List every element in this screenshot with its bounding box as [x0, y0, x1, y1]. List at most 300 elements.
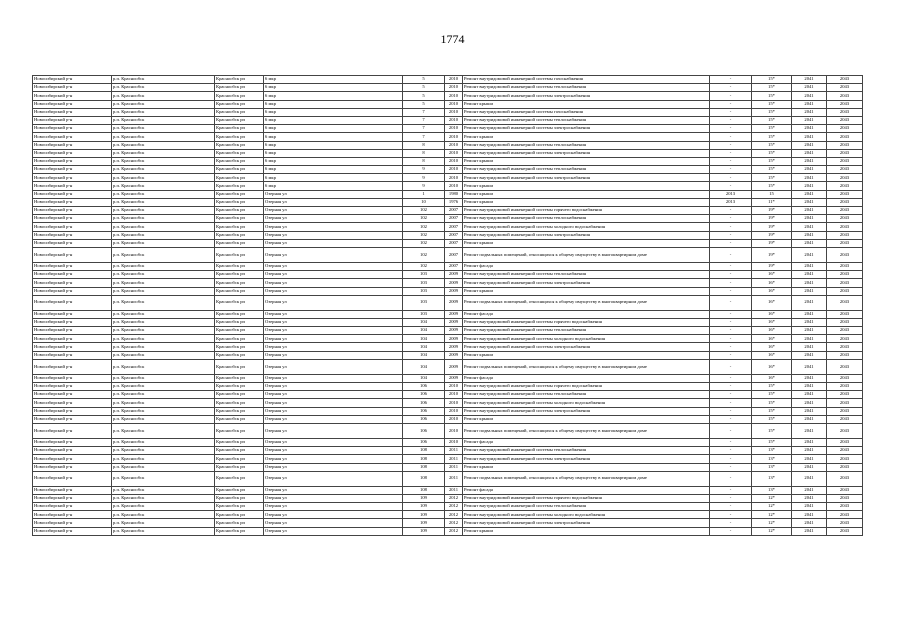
page-number: 1774 [440, 32, 465, 46]
last-repair-cell: - [710, 125, 752, 133]
district-cell: Новосибирский р-н [33, 182, 112, 190]
table-row [33, 335, 863, 343]
end-year-cell: 2043 [827, 190, 863, 198]
settlement-cell: Краснообск рп [215, 166, 264, 174]
end-year-cell: 2043 [827, 295, 863, 310]
locality-cell: р.п. Краснообск [112, 335, 215, 343]
table-row [33, 494, 863, 502]
start-year-cell: 2041 [792, 100, 827, 108]
district-cell: Новосибирский р-н [33, 271, 112, 279]
table-row [33, 92, 863, 100]
street-cell: Озерная ул [264, 519, 403, 527]
start-year-cell: 2041 [792, 116, 827, 124]
year-built-cell: 2007 [445, 215, 463, 223]
year-built-cell: 2011 [445, 486, 463, 494]
house-number-cell: 109 [403, 511, 445, 519]
settlement-cell: Краснообск рп [215, 310, 264, 318]
district-cell: Новосибирский р-н [33, 247, 112, 262]
district-cell: Новосибирский р-н [33, 207, 112, 215]
year-built-cell: 1976 [445, 198, 463, 206]
settlement-cell: Краснообск рп [215, 215, 264, 223]
work-type-cell: Ремонт фасада [463, 310, 710, 318]
house-number-cell: 102 [403, 223, 445, 231]
year-built-cell: 2010 [445, 391, 463, 399]
end-year-cell: 2043 [827, 125, 863, 133]
year-built-cell: 2010 [445, 133, 463, 141]
year-built-cell: 2012 [445, 503, 463, 511]
last-repair-cell: - [710, 463, 752, 471]
end-year-cell: 2043 [827, 455, 863, 463]
district-cell: Новосибирский р-н [33, 92, 112, 100]
locality-cell: р.п. Краснообск [112, 447, 215, 455]
end-year-cell: 2043 [827, 92, 863, 100]
last-repair-cell: - [710, 527, 752, 535]
end-year-cell: 2043 [827, 438, 863, 446]
district-cell: Новосибирский р-н [33, 108, 112, 116]
work-type-cell: Ремонт подвальных помещений, относящихся к общему имуществу в многоквартирном доме [463, 295, 710, 310]
end-year-cell: 2043 [827, 287, 863, 295]
year-built-cell: 2011 [445, 463, 463, 471]
last-repair-cell: - [710, 327, 752, 335]
year-built-cell: 2007 [445, 223, 463, 231]
settlement-cell: Краснообск рп [215, 133, 264, 141]
last-repair-cell: - [710, 295, 752, 310]
table-row [33, 166, 863, 174]
table-row [33, 247, 863, 262]
district-cell: Новосибирский р-н [33, 116, 112, 124]
work-type-cell: Ремонт внутридомовой инженерной системы теплоснабжения [463, 447, 710, 455]
period-cell: 15* [752, 100, 792, 108]
start-year-cell: 2041 [792, 447, 827, 455]
start-year-cell: 2041 [792, 295, 827, 310]
street-cell: Озерная ул [264, 399, 403, 407]
street-cell: 6 мкр [264, 84, 403, 92]
locality-cell: р.п. Краснообск [112, 149, 215, 157]
last-repair-cell: - [710, 399, 752, 407]
end-year-cell: 2043 [827, 343, 863, 351]
year-built-cell: 2010 [445, 383, 463, 391]
end-year-cell: 2043 [827, 166, 863, 174]
period-cell: 15* [752, 133, 792, 141]
locality-cell: р.п. Краснообск [112, 511, 215, 519]
year-built-cell: 2009 [445, 335, 463, 343]
period-cell: 15* [752, 166, 792, 174]
house-number-cell: 102 [403, 239, 445, 247]
year-built-cell: 2010 [445, 423, 463, 438]
year-built-cell: 2010 [445, 407, 463, 415]
settlement-cell: Краснообск рп [215, 511, 264, 519]
locality-cell: р.п. Краснообск [112, 471, 215, 486]
house-number-cell: 10 [403, 198, 445, 206]
locality-cell: р.п. Краснообск [112, 343, 215, 351]
district-cell: Новосибирский р-н [33, 503, 112, 511]
locality-cell: р.п. Краснообск [112, 239, 215, 247]
table-row [33, 519, 863, 527]
house-number-cell: 102 [403, 207, 445, 215]
district-cell: Новосибирский р-н [33, 84, 112, 92]
settlement-cell: Краснообск рп [215, 108, 264, 116]
locality-cell: р.п. Краснообск [112, 318, 215, 326]
start-year-cell: 2041 [792, 383, 827, 391]
year-built-cell: 2012 [445, 519, 463, 527]
locality-cell: р.п. Краснообск [112, 271, 215, 279]
work-type-cell: Ремонт крыши [463, 182, 710, 190]
start-year-cell: 2041 [792, 438, 827, 446]
locality-cell: р.п. Краснообск [112, 327, 215, 335]
house-number-cell: 9 [403, 182, 445, 190]
table-row [33, 198, 863, 206]
street-cell: Озерная ул [264, 335, 403, 343]
end-year-cell: 2043 [827, 407, 863, 415]
year-built-cell: 2010 [445, 182, 463, 190]
locality-cell: р.п. Краснообск [112, 231, 215, 239]
street-cell: 6 мкр [264, 149, 403, 157]
last-repair-cell: - [710, 84, 752, 92]
year-built-cell: 2007 [445, 262, 463, 270]
table-row [33, 503, 863, 511]
period-cell: 16* [752, 335, 792, 343]
table-row [33, 447, 863, 455]
locality-cell: р.п. Краснообск [112, 125, 215, 133]
district-cell: Новосибирский р-н [33, 391, 112, 399]
table-row [33, 76, 863, 84]
last-repair-cell: - [710, 447, 752, 455]
year-built-cell: 2009 [445, 271, 463, 279]
locality-cell: р.п. Краснообск [112, 247, 215, 262]
settlement-cell: Краснообск рп [215, 438, 264, 446]
house-number-cell: 109 [403, 519, 445, 527]
end-year-cell: 2043 [827, 511, 863, 519]
last-repair-cell: - [710, 391, 752, 399]
locality-cell: р.п. Краснообск [112, 351, 215, 359]
district-cell: Новосибирский р-н [33, 527, 112, 535]
district-cell: Новосибирский р-н [33, 351, 112, 359]
settlement-cell: Краснообск рп [215, 116, 264, 124]
house-number-cell: 109 [403, 527, 445, 535]
end-year-cell: 2043 [827, 262, 863, 270]
locality-cell: р.п. Краснообск [112, 503, 215, 511]
start-year-cell: 2041 [792, 527, 827, 535]
district-cell: Новосибирский р-н [33, 295, 112, 310]
period-cell: 13* [752, 455, 792, 463]
last-repair-cell: - [710, 494, 752, 502]
table-row [33, 100, 863, 108]
locality-cell: р.п. Краснообск [112, 310, 215, 318]
end-year-cell: 2043 [827, 383, 863, 391]
district-cell: Новосибирский р-н [33, 231, 112, 239]
last-repair-cell: - [710, 262, 752, 270]
street-cell: Озерная ул [264, 247, 403, 262]
district-cell: Новосибирский р-н [33, 215, 112, 223]
start-year-cell: 2041 [792, 327, 827, 335]
start-year-cell: 2041 [792, 407, 827, 415]
year-built-cell: 2012 [445, 511, 463, 519]
table-row [33, 486, 863, 494]
street-cell: Озерная ул [264, 359, 403, 374]
year-built-cell: 2009 [445, 343, 463, 351]
end-year-cell: 2043 [827, 463, 863, 471]
last-repair-cell: - [710, 519, 752, 527]
table-row [33, 239, 863, 247]
start-year-cell: 2041 [792, 182, 827, 190]
period-cell: 16* [752, 295, 792, 310]
start-year-cell: 2041 [792, 262, 827, 270]
street-cell: 6 мкр [264, 100, 403, 108]
house-number-cell: 5 [403, 84, 445, 92]
settlement-cell: Краснообск рп [215, 262, 264, 270]
work-type-cell: Ремонт внутридомовой инженерной системы теплоснабжения [463, 215, 710, 223]
table-row [33, 133, 863, 141]
last-repair-cell: - [710, 133, 752, 141]
work-type-cell: Ремонт крыши [463, 527, 710, 535]
table-row [33, 84, 863, 92]
work-type-cell: Ремонт внутридомовой инженерной системы теплоснабжения [463, 84, 710, 92]
period-cell: 16* [752, 318, 792, 326]
table-row [33, 271, 863, 279]
work-type-cell: Ремонт внутридомовой инженерной системы теплоснабжения [463, 116, 710, 124]
year-built-cell: 2010 [445, 438, 463, 446]
house-number-cell: 102 [403, 247, 445, 262]
settlement-cell: Краснообск рп [215, 84, 264, 92]
start-year-cell: 2041 [792, 149, 827, 157]
house-number-cell: 102 [403, 215, 445, 223]
table-row [33, 407, 863, 415]
street-cell: Озерная ул [264, 486, 403, 494]
end-year-cell: 2043 [827, 198, 863, 206]
locality-cell: р.п. Краснообск [112, 486, 215, 494]
end-year-cell: 2043 [827, 174, 863, 182]
year-built-cell: 2009 [445, 374, 463, 382]
start-year-cell: 2041 [792, 215, 827, 223]
year-built-cell: 2009 [445, 359, 463, 374]
year-built-cell: 2009 [445, 287, 463, 295]
period-cell: 19* [752, 262, 792, 270]
start-year-cell: 2041 [792, 503, 827, 511]
house-number-cell: 5 [403, 76, 445, 84]
settlement-cell: Краснообск рп [215, 100, 264, 108]
street-cell: Озерная ул [264, 463, 403, 471]
work-type-cell: Ремонт внутридомовой инженерной системы холодного водоснабжения [463, 399, 710, 407]
street-cell: Озерная ул [264, 503, 403, 511]
locality-cell: р.п. Краснообск [112, 407, 215, 415]
end-year-cell: 2043 [827, 247, 863, 262]
start-year-cell: 2041 [792, 415, 827, 423]
settlement-cell: Краснообск рп [215, 271, 264, 279]
start-year-cell: 2041 [792, 511, 827, 519]
last-repair-cell: - [710, 287, 752, 295]
work-type-cell: Ремонт внутридомовой инженерной системы теплоснабжения [463, 391, 710, 399]
end-year-cell: 2043 [827, 100, 863, 108]
end-year-cell: 2043 [827, 351, 863, 359]
end-year-cell: 2043 [827, 359, 863, 374]
work-type-cell: Ремонт подвальных помещений, относящихся к общему имуществу в многоквартирном доме [463, 359, 710, 374]
work-type-cell: Ремонт внутридомовой инженерной системы электроснабжения [463, 519, 710, 527]
house-number-cell: 7 [403, 108, 445, 116]
house-number-cell: 7 [403, 125, 445, 133]
locality-cell: р.п. Краснообск [112, 198, 215, 206]
house-number-cell: 104 [403, 374, 445, 382]
year-built-cell: 2011 [445, 455, 463, 463]
start-year-cell: 2041 [792, 343, 827, 351]
settlement-cell: Краснообск рп [215, 182, 264, 190]
period-cell: 13* [752, 486, 792, 494]
start-year-cell: 2041 [792, 239, 827, 247]
period-cell: 19* [752, 247, 792, 262]
start-year-cell: 2041 [792, 231, 827, 239]
end-year-cell: 2043 [827, 182, 863, 190]
start-year-cell: 2041 [792, 399, 827, 407]
settlement-cell: Краснообск рп [215, 471, 264, 486]
start-year-cell: 2041 [792, 141, 827, 149]
district-cell: Новосибирский р-н [33, 327, 112, 335]
settlement-cell: Краснообск рп [215, 279, 264, 287]
period-cell: 15* [752, 116, 792, 124]
locality-cell: р.п. Краснообск [112, 133, 215, 141]
end-year-cell: 2043 [827, 149, 863, 157]
locality-cell: р.п. Краснообск [112, 494, 215, 502]
house-number-cell: 106 [403, 438, 445, 446]
settlement-cell: Краснообск рп [215, 247, 264, 262]
year-built-cell: 2009 [445, 327, 463, 335]
work-type-cell: Ремонт внутридомовой инженерной системы теплоснабжения [463, 141, 710, 149]
house-number-cell: 109 [403, 503, 445, 511]
work-type-cell: Ремонт внутридомовой инженерной системы электроснабжения [463, 343, 710, 351]
street-cell: Озерная ул [264, 327, 403, 335]
end-year-cell: 2043 [827, 503, 863, 511]
street-cell: Озерная ул [264, 262, 403, 270]
period-cell: 15* [752, 391, 792, 399]
work-type-cell: Ремонт внутридомовой инженерной системы горячего водоснабжения [463, 383, 710, 391]
street-cell: 6 мкр [264, 125, 403, 133]
house-number-cell: 104 [403, 335, 445, 343]
district-cell: Новосибирский р-н [33, 399, 112, 407]
house-number-cell: 108 [403, 455, 445, 463]
last-repair-cell: - [710, 351, 752, 359]
house-number-cell: 1 [403, 190, 445, 198]
work-type-cell: Ремонт внутридомовой инженерной системы электроснабжения [463, 125, 710, 133]
period-cell: 19* [752, 239, 792, 247]
settlement-cell: Краснообск рп [215, 351, 264, 359]
last-repair-cell: - [710, 415, 752, 423]
work-type-cell: Ремонт внутридомовой инженерной системы газоснабжения [463, 76, 710, 84]
settlement-cell: Краснообск рп [215, 318, 264, 326]
district-cell: Новосибирский р-н [33, 279, 112, 287]
work-type-cell: Ремонт внутридомовой инженерной системы электроснабжения [463, 92, 710, 100]
last-repair-cell: - [710, 92, 752, 100]
house-number-cell: 104 [403, 359, 445, 374]
locality-cell: р.п. Краснообск [112, 455, 215, 463]
house-number-cell: 9 [403, 166, 445, 174]
table-body [33, 76, 863, 536]
year-built-cell: 2012 [445, 527, 463, 535]
last-repair-cell: - [710, 423, 752, 438]
year-built-cell: 2009 [445, 295, 463, 310]
work-type-cell: Ремонт крыши [463, 100, 710, 108]
period-cell: 15* [752, 383, 792, 391]
table-row [33, 511, 863, 519]
period-cell: 12* [752, 494, 792, 502]
start-year-cell: 2041 [792, 84, 827, 92]
year-built-cell: 2010 [445, 108, 463, 116]
locality-cell: р.п. Краснообск [112, 383, 215, 391]
table-row [33, 190, 863, 198]
last-repair-cell: - [710, 174, 752, 182]
district-cell: Новосибирский р-н [33, 519, 112, 527]
work-type-cell: Ремонт подвальных помещений, относящихся к общему имуществу в многоквартирном доме [463, 423, 710, 438]
table-row [33, 455, 863, 463]
street-cell: Озерная ул [264, 494, 403, 502]
settlement-cell: Краснообск рп [215, 486, 264, 494]
district-cell: Новосибирский р-н [33, 463, 112, 471]
start-year-cell: 2041 [792, 335, 827, 343]
end-year-cell: 2043 [827, 215, 863, 223]
start-year-cell: 2041 [792, 486, 827, 494]
settlement-cell: Краснообск рп [215, 239, 264, 247]
last-repair-cell: - [710, 455, 752, 463]
work-type-cell: Ремонт крыши [463, 415, 710, 423]
end-year-cell: 2043 [827, 399, 863, 407]
settlement-cell: Краснообск рп [215, 198, 264, 206]
district-cell: Новосибирский р-н [33, 100, 112, 108]
locality-cell: р.п. Краснообск [112, 262, 215, 270]
locality-cell: р.п. Краснообск [112, 223, 215, 231]
settlement-cell: Краснообск рп [215, 374, 264, 382]
house-number-cell: 5 [403, 92, 445, 100]
last-repair-cell: - [710, 310, 752, 318]
period-cell: 15* [752, 438, 792, 446]
start-year-cell: 2041 [792, 133, 827, 141]
street-cell: Озерная ул [264, 190, 403, 198]
settlement-cell: Краснообск рп [215, 503, 264, 511]
year-built-cell: 2007 [445, 207, 463, 215]
settlement-cell: Краснообск рп [215, 399, 264, 407]
house-number-cell: 8 [403, 157, 445, 165]
year-built-cell: 2007 [445, 247, 463, 262]
district-cell: Новосибирский р-н [33, 198, 112, 206]
house-number-cell: 106 [403, 407, 445, 415]
street-cell: 6 мкр [264, 157, 403, 165]
settlement-cell: Краснообск рп [215, 141, 264, 149]
settlement-cell: Краснообск рп [215, 407, 264, 415]
street-cell: Озерная ул [264, 318, 403, 326]
last-repair-cell: - [710, 239, 752, 247]
period-cell: 13* [752, 447, 792, 455]
start-year-cell: 2041 [792, 423, 827, 438]
start-year-cell: 2041 [792, 463, 827, 471]
street-cell: Озерная ул [264, 271, 403, 279]
locality-cell: р.п. Краснообск [112, 108, 215, 116]
house-number-cell: 8 [403, 141, 445, 149]
street-cell: 6 мкр [264, 108, 403, 116]
house-number-cell: 108 [403, 463, 445, 471]
last-repair-cell: - [710, 166, 752, 174]
settlement-cell: Краснообск рп [215, 343, 264, 351]
locality-cell: р.п. Краснообск [112, 463, 215, 471]
year-built-cell: 2010 [445, 125, 463, 133]
street-cell: Озерная ул [264, 287, 403, 295]
table-row [33, 359, 863, 374]
street-cell: 6 мкр [264, 174, 403, 182]
work-type-cell: Ремонт внутридомовой инженерной системы теплоснабжения [463, 503, 710, 511]
start-year-cell: 2041 [792, 198, 827, 206]
period-cell: 13* [752, 463, 792, 471]
year-built-cell: 2010 [445, 174, 463, 182]
period-cell: 16* [752, 310, 792, 318]
street-cell: Озерная ул [264, 223, 403, 231]
locality-cell: р.п. Краснообск [112, 207, 215, 215]
start-year-cell: 2041 [792, 374, 827, 382]
street-cell: Озерная ул [264, 383, 403, 391]
